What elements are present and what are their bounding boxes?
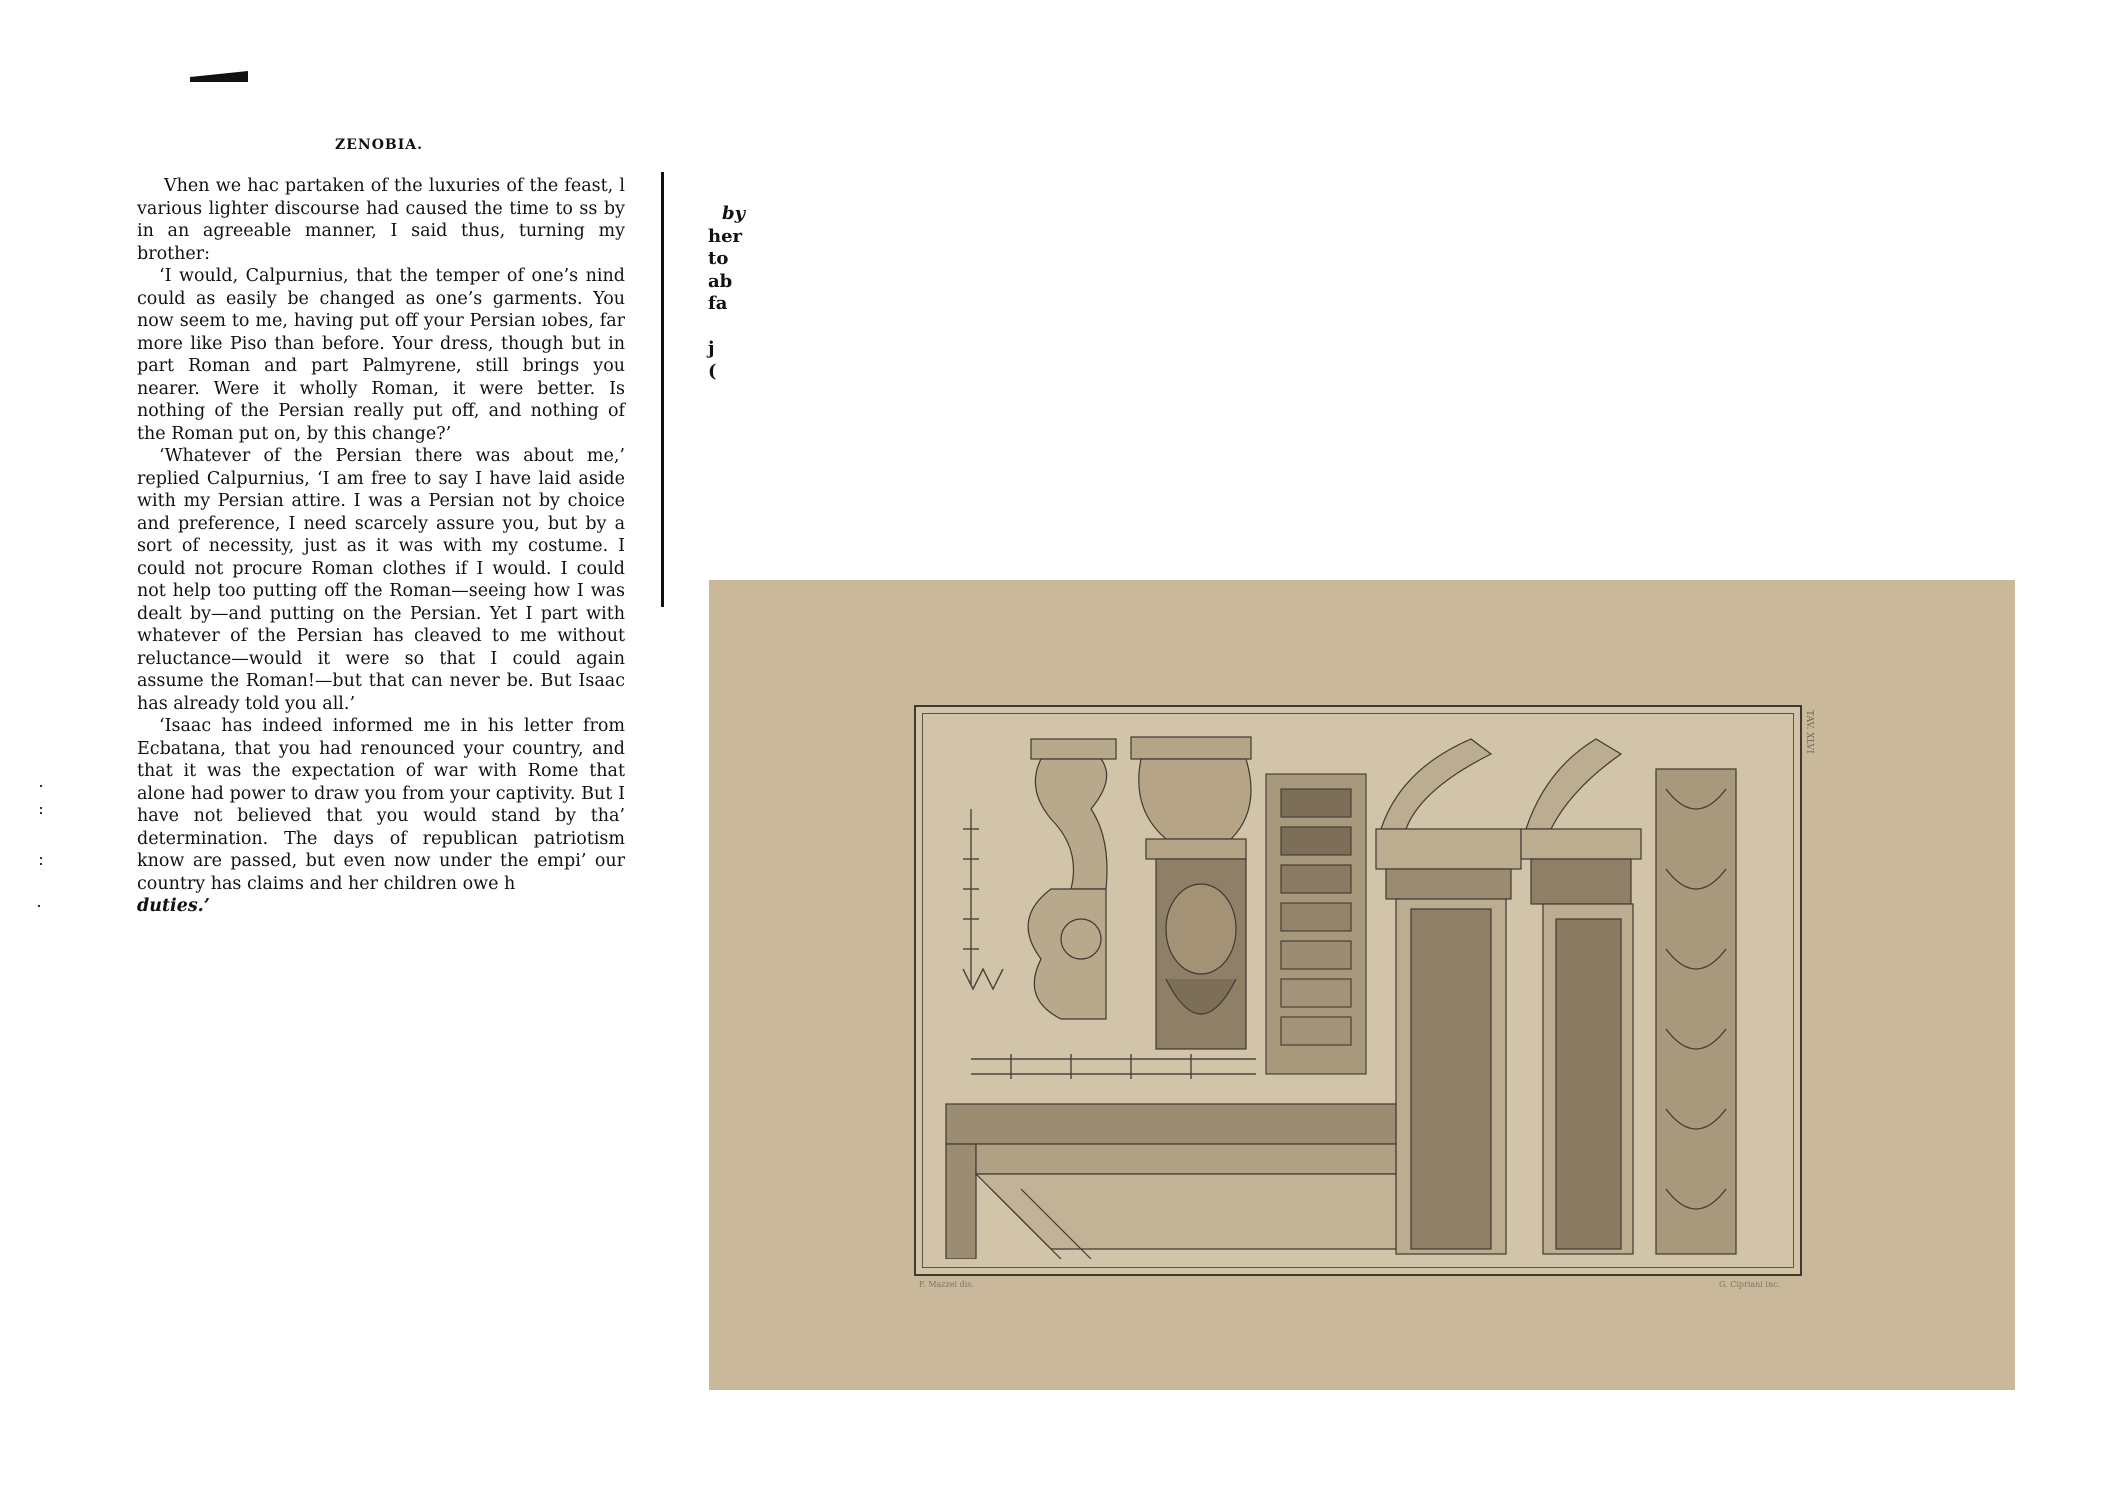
paragraph: Vhen we hac partaken of the luxuries of the feast, l various lighter discourse had caused the time to ss by in an agreeable manner, I said thus, turning my brother:: [137, 176, 625, 264]
fragment-word: fa: [708, 293, 728, 314]
fragment-word: to: [708, 248, 729, 269]
fragment-word: by: [722, 203, 746, 224]
paragraph: ‘I would, Calpurnius, that the temper of one’s nind could as easily be changed as one’s garments. You now seem to me, having put off your Persian ıobes, far more like Piso than before. Your dress, though but in part Roman and part Palmyrene, still brings you nearer. Were it wholly Roman, it were better. Is nothing of the Persian really put off, and nothing of the Roman put on, by this change?’: [137, 266, 625, 444]
paragraph: ‘Whatever of the Persian there was about me,’ replied Calpurnius, ‘I am free to say I have laid aside with my Persian attire. I was a Persian not by choice and preference, I need scarcely assure you, but by a sort of necessity, just as it was with my costume. I could not procure Roman clothes if I would. I could not help too putting off the Roman—seeing how I was dealt by—and putting on the Persian. Yet I part with whatever of the Persian has cleaved to me without reluctance—would it were so that I could again assume the Roman!—but that can never be. But Isaac has already told you all.’: [137, 446, 625, 714]
ornament-drawing: [931, 719, 1783, 1259]
fragment-word: her: [708, 225, 743, 247]
plate-credit-right: G. Cipriani inc.: [1719, 1280, 1781, 1289]
paragraph: ‘Isaac has indeed informed me in his letter from Ecbatana, that you had renounced your country, and that it was the expectation of war with Rome that alone had power to draw you from your captivity. But I have not believed that you would stand by tha’ determination. The days of republican patriotism know are passed, but even now under the empi’ our country has claims and her children owe h: [137, 716, 625, 894]
fragment-word: [708, 316, 768, 339]
fragment-word: ab: [708, 270, 733, 292]
engraved-plate: [709, 580, 2015, 1390]
adjacent-column-fragment: [708, 203, 768, 383]
fragment-word: j: [708, 338, 715, 359]
column-rule: [661, 172, 664, 607]
running-head: ZENOBIA.: [335, 137, 424, 153]
fragment-word: (: [708, 360, 717, 382]
text-column: [137, 175, 625, 918]
margin-specks: [38, 785, 48, 915]
plate-frame: [914, 705, 1802, 1276]
closing-fragment: duties.’: [137, 896, 210, 916]
plate-number: TAV. XLVI: [1804, 710, 1814, 754]
plate-credit-left: F. Mazzei dis.: [919, 1280, 974, 1289]
corner-fold-mark: [190, 71, 248, 82]
